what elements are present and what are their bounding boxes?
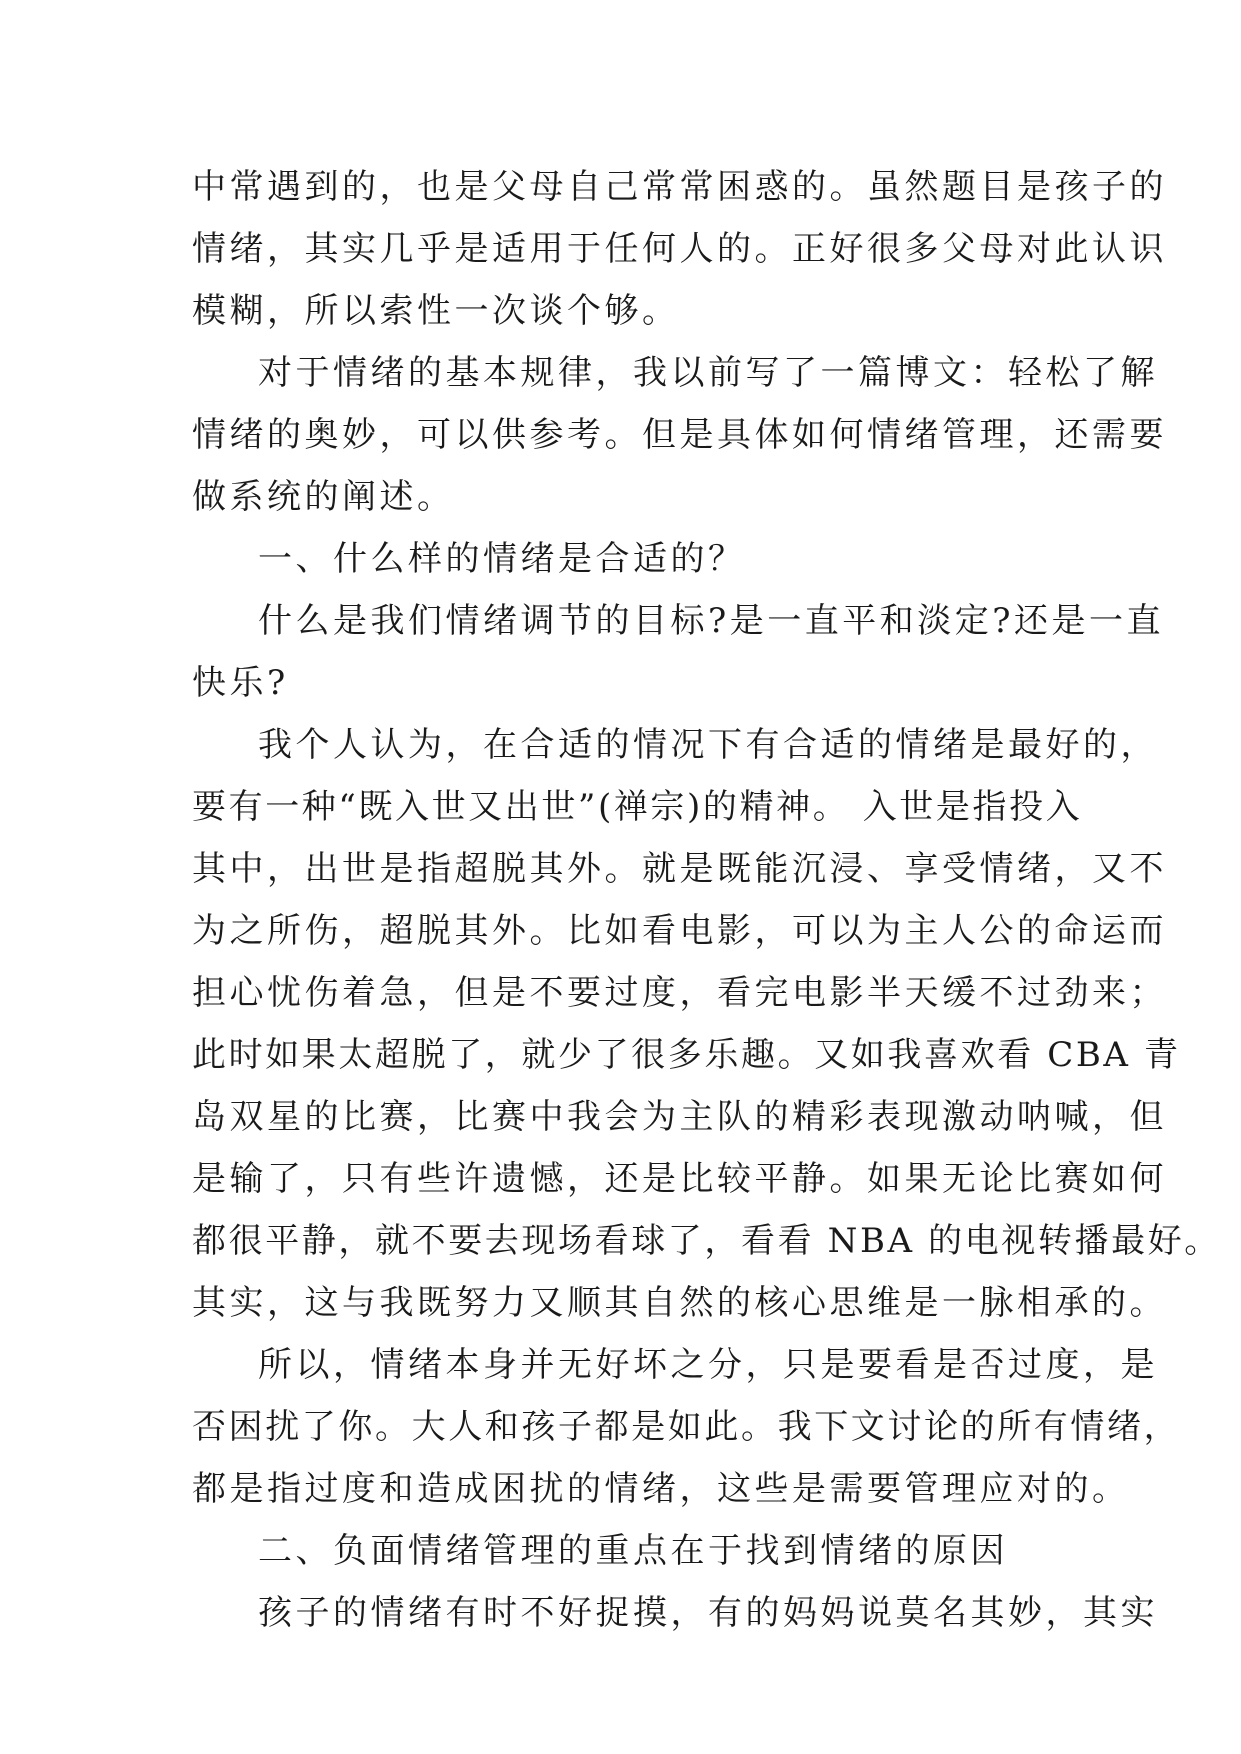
text-line: 担心忧伤着急，但是不要过度，看完电影半天缓不过劲来；: [192, 973, 1167, 1013]
section-heading: 二、负面情绪管理的重点在于找到情绪的原因: [258, 1531, 1008, 1571]
text-line: 情绪的奥妙，可以供参考。但是具体如何情绪管理，还需要: [192, 415, 1167, 455]
text-line: 中常遇到的，也是父母自己常常困惑的。虽然题目是孩子的: [192, 167, 1167, 207]
text-line: 其实，这与我既努力又顺其自然的核心思维是一脉相承的。: [192, 1283, 1167, 1323]
text-line: 做系统的阐述。: [192, 477, 455, 517]
text-line: 此时如果太超脱了，就少了很多乐趣。又如我喜欢看 CBA 青: [192, 1035, 1181, 1075]
text-line: 要有一种“既入世又出世”(禅宗)的精神。 入世是指投入: [192, 787, 1083, 827]
text-line: 模糊，所以索性一次谈个够。: [192, 291, 680, 331]
text-line: 对于情绪的基本规律，我以前写了一篇博文：轻松了解: [258, 353, 1158, 393]
text-line: 都很平静，就不要去现场看球了，看看 NBA 的电视转播最好。: [192, 1221, 1221, 1261]
text-line: 岛双星的比赛，比赛中我会为主队的精彩表现激动呐喊，但: [192, 1097, 1167, 1137]
text-line: 快乐?: [192, 663, 289, 703]
text-line: 为之所伤，超脱其外。比如看电影，可以为主人公的命运而: [192, 911, 1167, 951]
document-body: [192, 156, 1221, 1644]
text-line: 情绪，其实几乎是适用于任何人的。正好很多父母对此认识: [192, 229, 1167, 269]
text-line: 我个人认为，在合适的情况下有合适的情绪是最好的，: [258, 725, 1158, 765]
text-line: 都是指过度和造成困扰的情绪，这些是需要管理应对的。: [192, 1469, 1130, 1509]
section-heading: 一、什么样的情绪是合适的？: [258, 539, 746, 579]
text-line: 是输了，只有些许遗憾，还是比较平静。如果无论比赛如何: [192, 1159, 1167, 1199]
text-line: 什么是我们情绪调节的目标?是一直平和淡定?还是一直: [258, 601, 1164, 641]
text-line: 所以，情绪本身并无好坏之分，只是要看是否过度，是: [258, 1345, 1158, 1385]
text-line: 否困扰了你。大人和孩子都是如此。我下文讨论的所有情绪，: [192, 1407, 1181, 1447]
text-line: 孩子的情绪有时不好捉摸，有的妈妈说莫名其妙，其实: [258, 1593, 1158, 1633]
text-line: 其中，出世是指超脱其外。就是既能沉浸、享受情绪，又不: [192, 849, 1167, 889]
